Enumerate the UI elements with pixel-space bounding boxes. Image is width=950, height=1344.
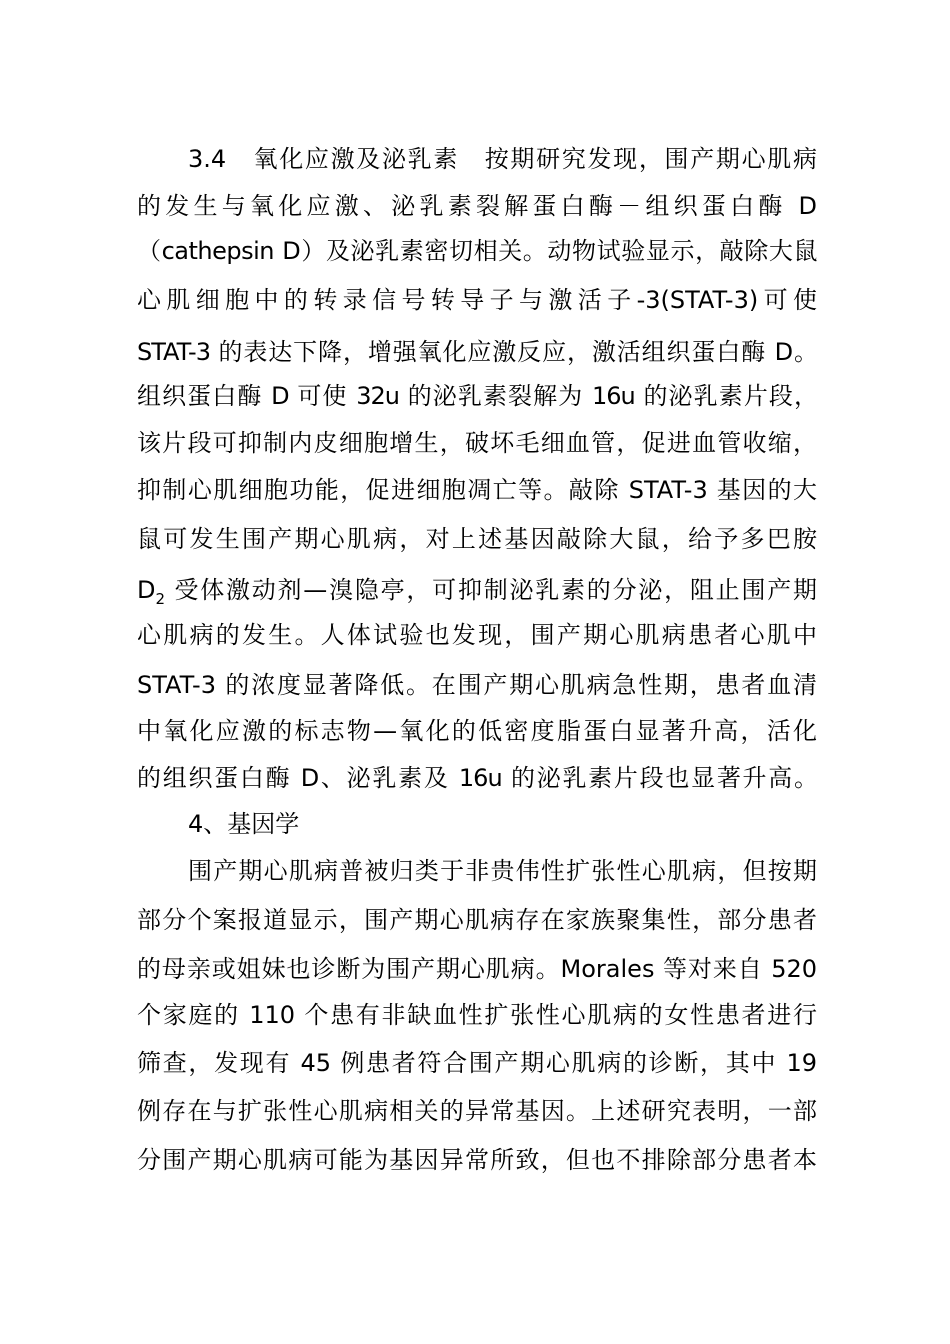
d2-prefix: D <box>137 576 156 604</box>
paragraph-3-4-line-3: （cathepsin D）及泌乳素密切相关。动物试验显示，敲除大鼠 <box>137 237 817 265</box>
d2-subscript: 2 <box>155 590 166 608</box>
paragraph-4-line-6: 例存在与扩张性心肌病相关的异常基因。上述研究表明，一部 <box>137 1097 817 1125</box>
paragraph-3-4-line-4: 心肌细胞中的转录信号转导子与激活子-3(STAT-3)可使 <box>137 286 817 314</box>
paragraph-4-line-7: 分围产期心肌病可能为基因异常所致，但也不排除部分患者本 <box>137 1146 817 1174</box>
paragraph-3-4-line-10 <box>137 572 817 612</box>
paragraph-3-4-line-11: 心肌病的发生。人体试验也发现，围产期心肌病患者心肌中 <box>137 621 817 649</box>
paragraph-3-4-line-12: STAT-3 的浓度显著降低。在围产期心肌病急性期，患者血清 <box>137 671 817 699</box>
section-4-heading: 4、基因学 <box>188 810 300 838</box>
paragraph-4-line-4: 个家庭的 110 个患有非缺血性扩张性心肌病的女性患者进行 <box>137 1001 817 1029</box>
paragraph-3-4-line-5: STAT-3 的表达下降，增强氧化应激反应，激活组织蛋白酶 D。 <box>137 338 817 366</box>
paragraph-4-line-3: 的母亲或姐妹也诊断为围产期心肌病。Morales 等对来自 520 <box>137 955 817 983</box>
paragraph-4-line-1: 围产期心肌病普被归类于非贵伟性扩张性心肌病，但按期 <box>188 857 817 885</box>
paragraph-3-4-line-9: 鼠可发生围产期心肌病，对上述基因敲除大鼠，给予多巴胺 <box>137 525 817 553</box>
paragraph-3-4-line-13: 中氧化应激的标志物—氧化的低密度脂蛋白显著升高，活化 <box>137 717 817 745</box>
paragraph-3-4-line-7: 该片段可抑制内皮细胞增生，破坏毛细血管，促进血管收缩， <box>137 429 817 457</box>
paragraph-3-4-line-6: 组织蛋白酶 D 可使 32u 的泌乳素裂解为 16u 的泌乳素片段， <box>137 382 817 410</box>
paragraph-4-line-5: 筛查，发现有 45 例患者符合围产期心肌病的诊断，其中 19 <box>137 1049 817 1077</box>
paragraph-3-4-line-14: 的组织蛋白酶 D、泌乳素及 16u 的泌乳素片段也显著升高。 <box>137 764 817 792</box>
paragraph-3-4-line-2: 的发生与氧化应激、泌乳素裂解蛋白酶－组织蛋白酶 D <box>137 192 817 220</box>
paragraph-4-line-2: 部分个案报道显示，围产期心肌病存在家族聚集性，部分患者 <box>137 906 817 934</box>
paragraph-3-4-line-8: 抑制心肌细胞功能，促进细胞凋亡等。敲除 STAT-3 基因的大 <box>137 476 817 504</box>
d2-line-text: 受体激动剂—溴隐亭，可抑制泌乳素的分泌，阻止围产期 <box>174 576 817 604</box>
paragraph-3-4-line-1: 3.4 氧化应激及泌乳素 按期研究发现，围产期心肌病 <box>188 145 817 173</box>
